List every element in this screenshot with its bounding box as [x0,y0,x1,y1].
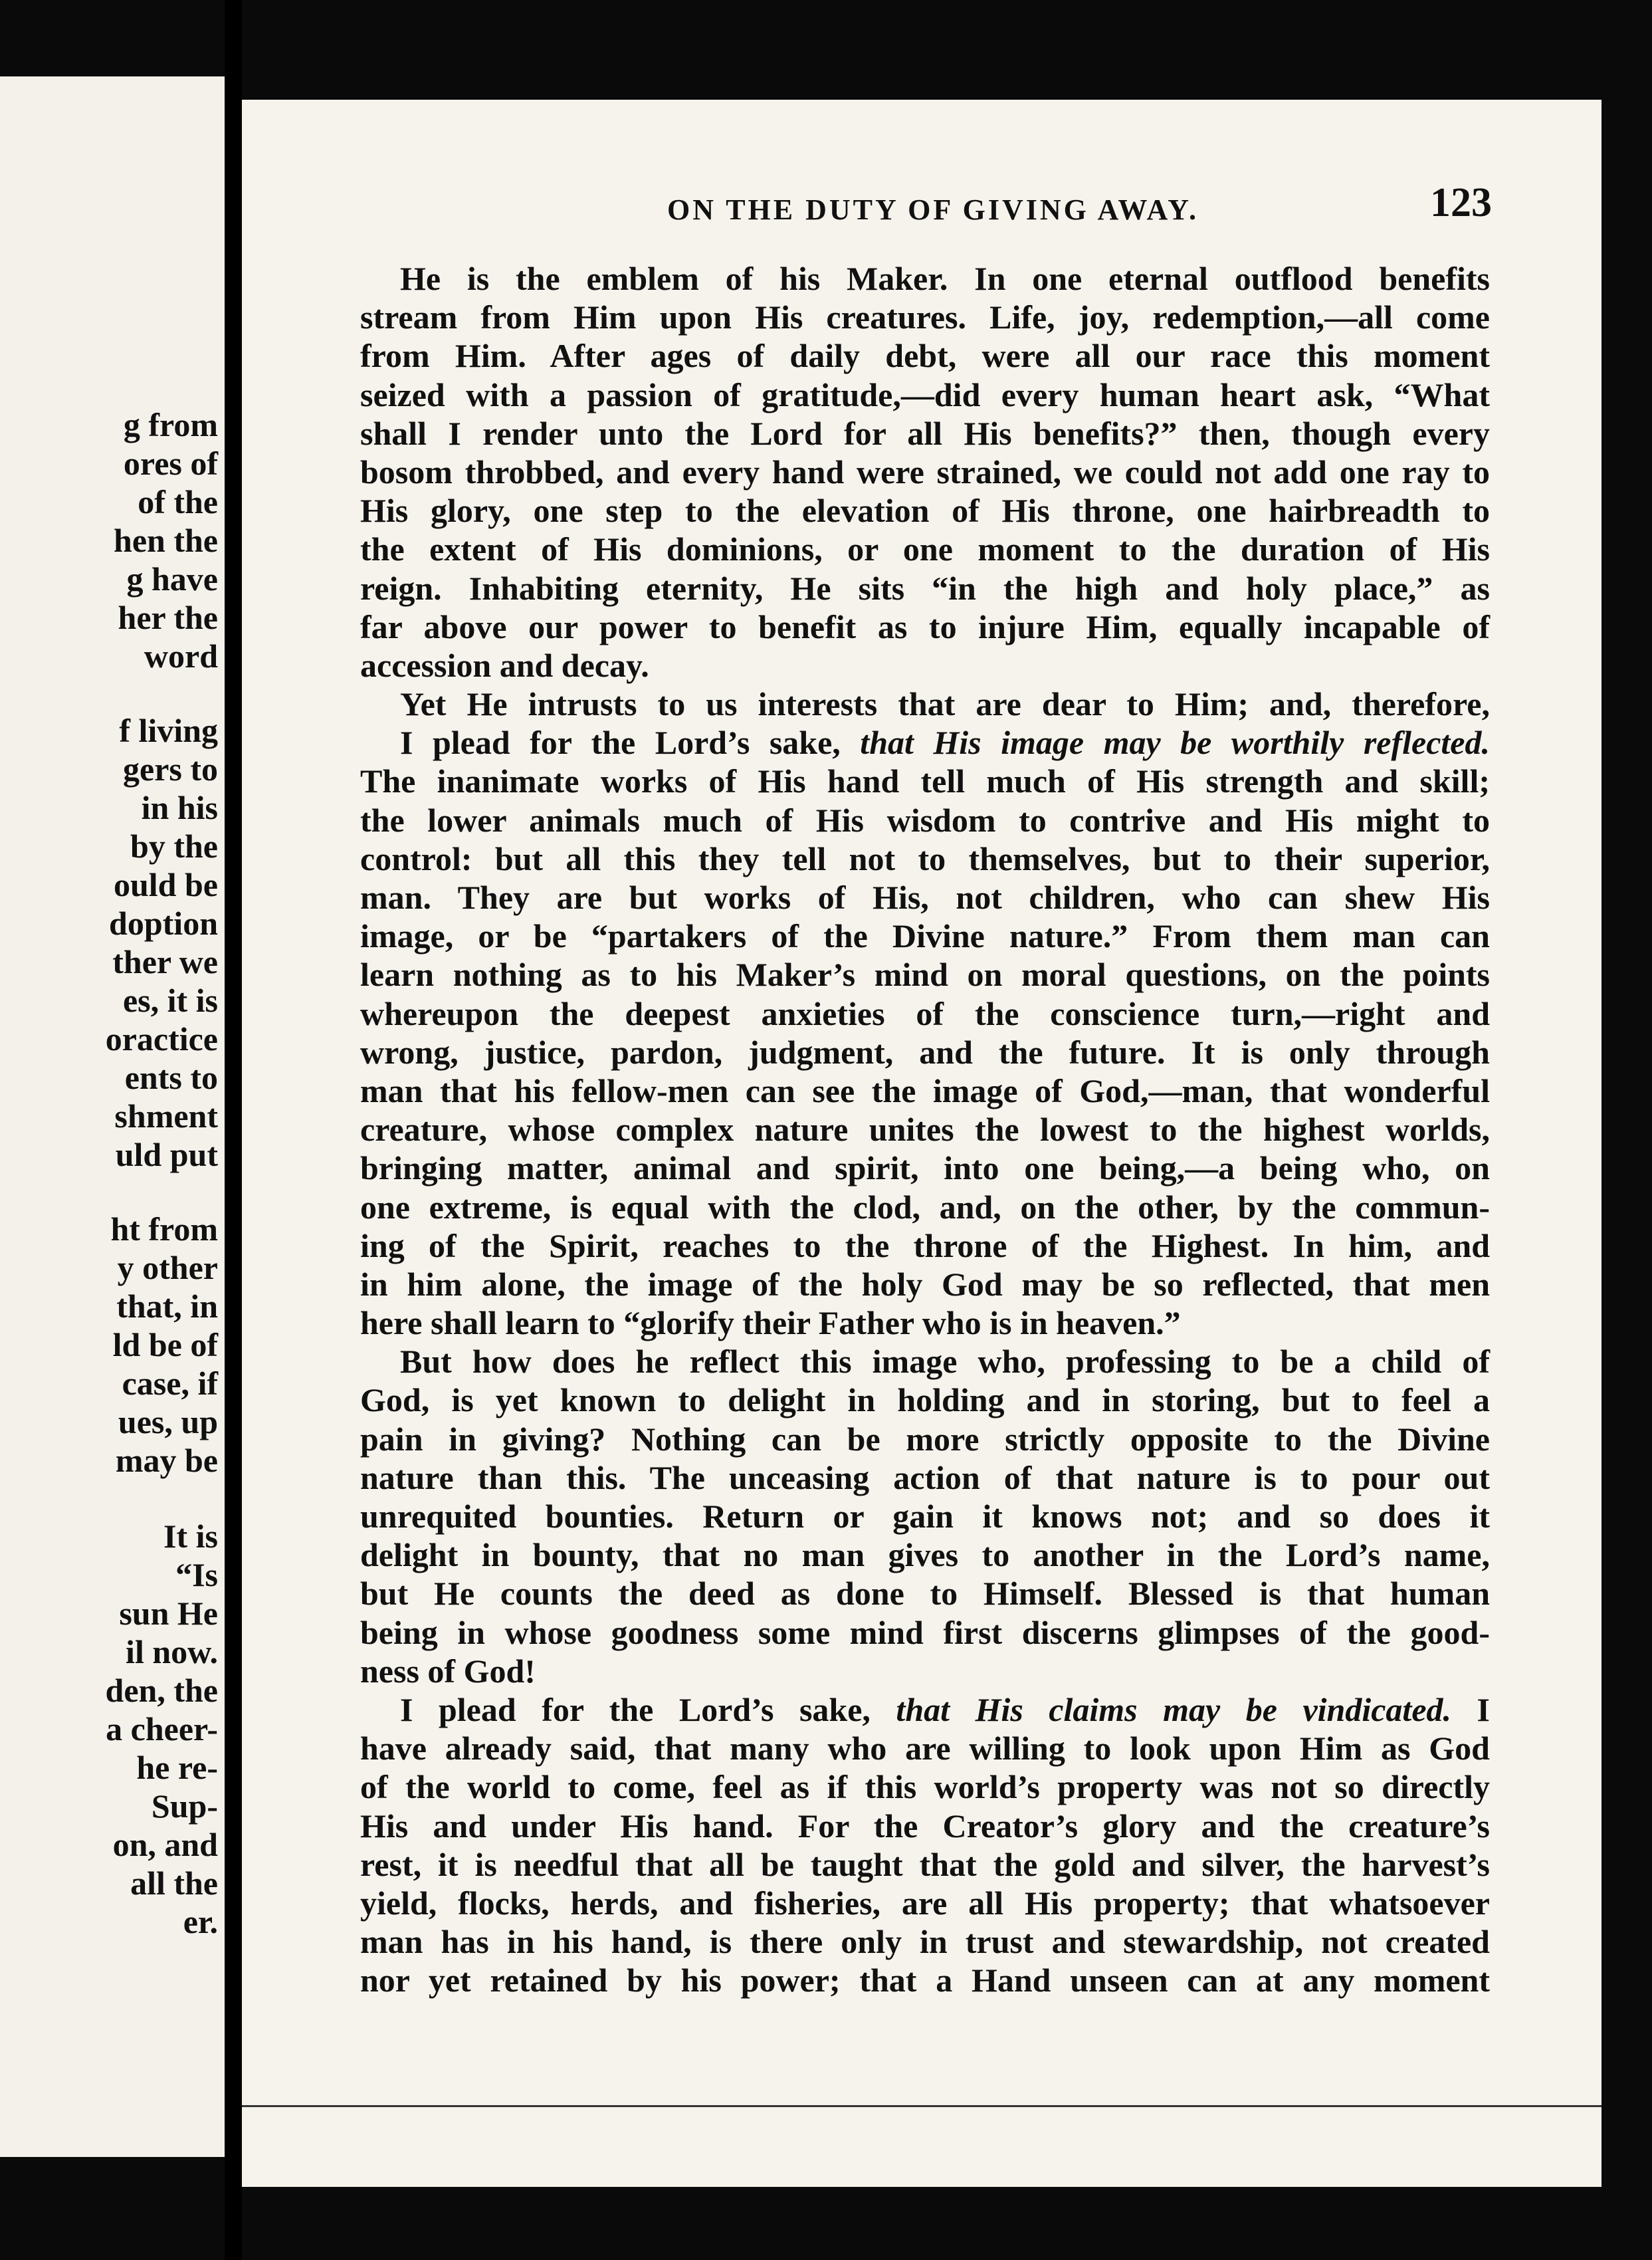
left-page-line: her the [118,599,218,636]
left-page-line: y other [117,1249,218,1286]
text-line [360,530,1490,568]
text-line [360,1535,1490,1574]
running-head: ON THE DUTY OF GIVING AWAY. [667,193,1199,226]
text-line [360,1690,1490,1729]
left-page-line: ther we [112,943,218,980]
left-page-line: gers to [123,750,218,788]
left-page-line: he re- [136,1749,218,1786]
text-run: rest, it is needful that all be taught that the gold and silver, the harvest’s [360,1845,1490,1883]
italic-phrase: that His claims may be vindicated. [896,1690,1452,1728]
text-line [360,1497,1490,1535]
text-run: I [1451,1690,1490,1728]
text-line [360,1381,1490,1419]
text-run: whereupon the deepest anxieties of the conscience turn,—right and [360,994,1490,1032]
left-page-line: case, if [122,1365,218,1402]
left-page-line: ores of [123,445,218,482]
left-page-line: ues, up [118,1403,218,1440]
text-line [360,1807,1490,1845]
left-page-line: er. [183,1903,218,1940]
text-run: I plead for the Lord’s sake, [400,724,861,762]
text-line [360,1033,1490,1072]
left-page-line: all the [130,1864,218,1902]
text-run: bringing matter, animal and spirit, into one being,—a being who, on [360,1149,1490,1187]
left-page-line: g have [126,560,218,598]
text-line [360,1729,1490,1767]
text-run: delight in bounty, that no man gives to another in the Lord’s name, [360,1536,1490,1574]
left-page-line: Sup- [151,1787,218,1825]
text-run: His and under His hand. For the Creator’s glory and the creature’s [360,1807,1490,1845]
text-line [360,1188,1490,1226]
text-run: nor yet retained by his power; that a Hand unseen can at any moment [360,1962,1490,1999]
left-page-line: “Is [175,1556,218,1593]
text-run: one extreme, is equal with the clod, and, on the other, by the commun- [360,1188,1490,1226]
text-run: The inanimate works of His hand tell much of His strength and skill; [360,762,1490,800]
text-line [360,994,1490,1033]
body-text [360,259,1490,1999]
left-page-fragment [0,76,225,2157]
text-run: ness of God! [360,1652,536,1690]
text-run: shall I render unto the Lord for all His benefits?” then, though every [360,414,1490,452]
text-line [360,685,1490,723]
text-line [360,917,1490,955]
text-line [360,1265,1490,1303]
text-run: of the world to come, feel as if this world’s property was not so directly [360,1768,1490,1806]
text-line [360,1767,1490,1806]
left-page-line: uld put [115,1136,218,1173]
text-run: here shall learn to “glorify their Father who is in heaven.” [360,1304,1181,1342]
text-run: man. They are but works of His, not children, who can shew His [360,879,1490,916]
text-line [360,376,1490,414]
left-page-line: of the [138,483,218,520]
text-line [360,259,1490,298]
left-page-line: ld be of [112,1326,218,1363]
left-page-line: doption [109,905,218,942]
text-line [360,1420,1490,1458]
text-run: stream from Him upon His creatures. Life, joy, redemption,—all come [360,298,1490,336]
text-run: man that his fellow-men can see the image of God,—man, that wonderful [360,1072,1490,1109]
text-line [360,1884,1490,1922]
left-page-line: il now. [126,1633,218,1670]
text-run: creature, whose complex nature unites the lowest to the highest worlds, [360,1111,1490,1149]
left-page-line: It is [163,1518,218,1555]
left-page-line: f living [119,712,218,749]
text-line [360,1072,1490,1110]
text-run: But how does he reflect this image who, professing to be a child of [400,1343,1490,1381]
left-page-line: den, the [105,1672,218,1709]
text-line [360,878,1490,917]
text-line [360,608,1490,646]
text-line [360,955,1490,994]
text-run: bosom throbbed, and every hand were strained, we could not add one ray to [360,453,1490,491]
left-page-line: es, it is [122,982,218,1019]
left-page-line: oractice [105,1020,218,1058]
text-run: God, is yet known to delight in holding and in storing, but to feel a [360,1381,1490,1419]
text-run: His glory, one step to the elevation of His throne, one hairbreadth to [360,492,1490,530]
left-page-line: ents to [124,1059,218,1096]
left-page-line: g from [123,406,218,443]
text-line [360,491,1490,530]
text-run: accession and decay. [360,646,649,684]
text-run: have already said, that many who are willing to look upon Him as God [360,1730,1490,1767]
left-page-line: ould be [113,866,218,903]
text-line [360,1961,1490,1999]
text-line [360,646,1490,685]
book-gutter [225,0,242,2260]
text-run: reign. Inhabiting eternity, He sits “in the high and holy place,” as [360,569,1490,607]
italic-phrase: that His image may be worthily reflected. [860,724,1491,762]
text-line [360,723,1490,762]
text-run: unrequited bounties. Return or gain it knows not; and so does it [360,1498,1490,1535]
text-line [360,414,1490,453]
text-line [360,298,1490,336]
left-page-line: in his [141,789,218,826]
text-run: man has in his hand, is there only in trust and stewardship, not created [360,1923,1490,1961]
text-line [360,453,1490,491]
text-run: in him alone, the image of the holy God may be so reflected, that men [360,1265,1490,1303]
text-run: Yet He intrusts to us interests that are dear to Him; and, therefore, [400,685,1490,723]
text-run: wrong, justice, pardon, judgment, and the future. It is only through [360,1033,1490,1071]
text-run: learn nothing as to his Maker’s mind on moral questions, on the points [360,956,1490,994]
left-page-line: that, in [116,1288,218,1325]
left-page-line: ht from [110,1210,218,1248]
text-line [360,762,1490,800]
bottom-rule [242,2105,1601,2107]
text-run: seized with a passion of gratitude,—did every human heart ask, “What [360,376,1490,413]
text-line [360,1342,1490,1381]
text-run: I plead for the Lord’s sake, [400,1690,896,1728]
left-page-line: hen the [114,522,218,559]
text-line [360,1110,1490,1149]
left-page-line: on, and [112,1826,218,1863]
right-page [242,100,1601,2187]
text-line [360,1574,1490,1613]
text-line [360,840,1490,878]
text-run: far above our power to benefit as to injure Him, equally incapable of [360,608,1490,645]
text-line [360,1303,1490,1342]
text-line [360,1458,1490,1497]
text-line [360,336,1490,375]
left-page-line: may be [115,1442,218,1479]
text-run: yield, flocks, herds, and fisheries, are all His property; that whatsoever [360,1884,1490,1922]
text-run: He is the emblem of his Maker. In one eternal outflood benefits [400,260,1490,297]
text-run: image, or be “partakers of the Divine nature.” From them man can [360,917,1490,955]
left-page-line: shment [114,1097,218,1135]
text-run: from Him. After ages of daily debt, were all our race this moment [360,337,1490,375]
text-line [360,1922,1490,1961]
text-line [360,1226,1490,1265]
text-line [360,1845,1490,1884]
text-run: nature than this. The unceasing action of that nature is to pour out [360,1458,1490,1496]
text-line [360,1613,1490,1652]
text-line [360,1652,1490,1690]
text-run: the extent of His dominions, or one moment to the duration of His [360,530,1490,568]
text-line [360,1149,1490,1187]
left-page-line: sun He [119,1595,218,1632]
left-page-line: a cheer- [106,1710,218,1748]
text-line [360,801,1490,840]
text-run: but He counts the deed as done to Himself. Blessed is that human [360,1575,1490,1613]
text-run: being in whose goodness some mind first discerns glimpses of the good- [360,1613,1490,1651]
text-line [360,569,1490,608]
text-run: the lower animals much of His wisdom to contrive and His might to [360,801,1490,839]
page-number: 123 [1430,180,1492,225]
text-run: pain in giving? Nothing can be more strictly opposite to the Divine [360,1420,1490,1458]
text-run: control: but all this they tell not to themselves, but to their superior, [360,840,1490,877]
left-page-line: word [144,637,218,675]
left-page-line: by the [130,828,218,865]
text-run: ing of the Spirit, reaches to the throne of the Highest. In him, and [360,1226,1490,1264]
